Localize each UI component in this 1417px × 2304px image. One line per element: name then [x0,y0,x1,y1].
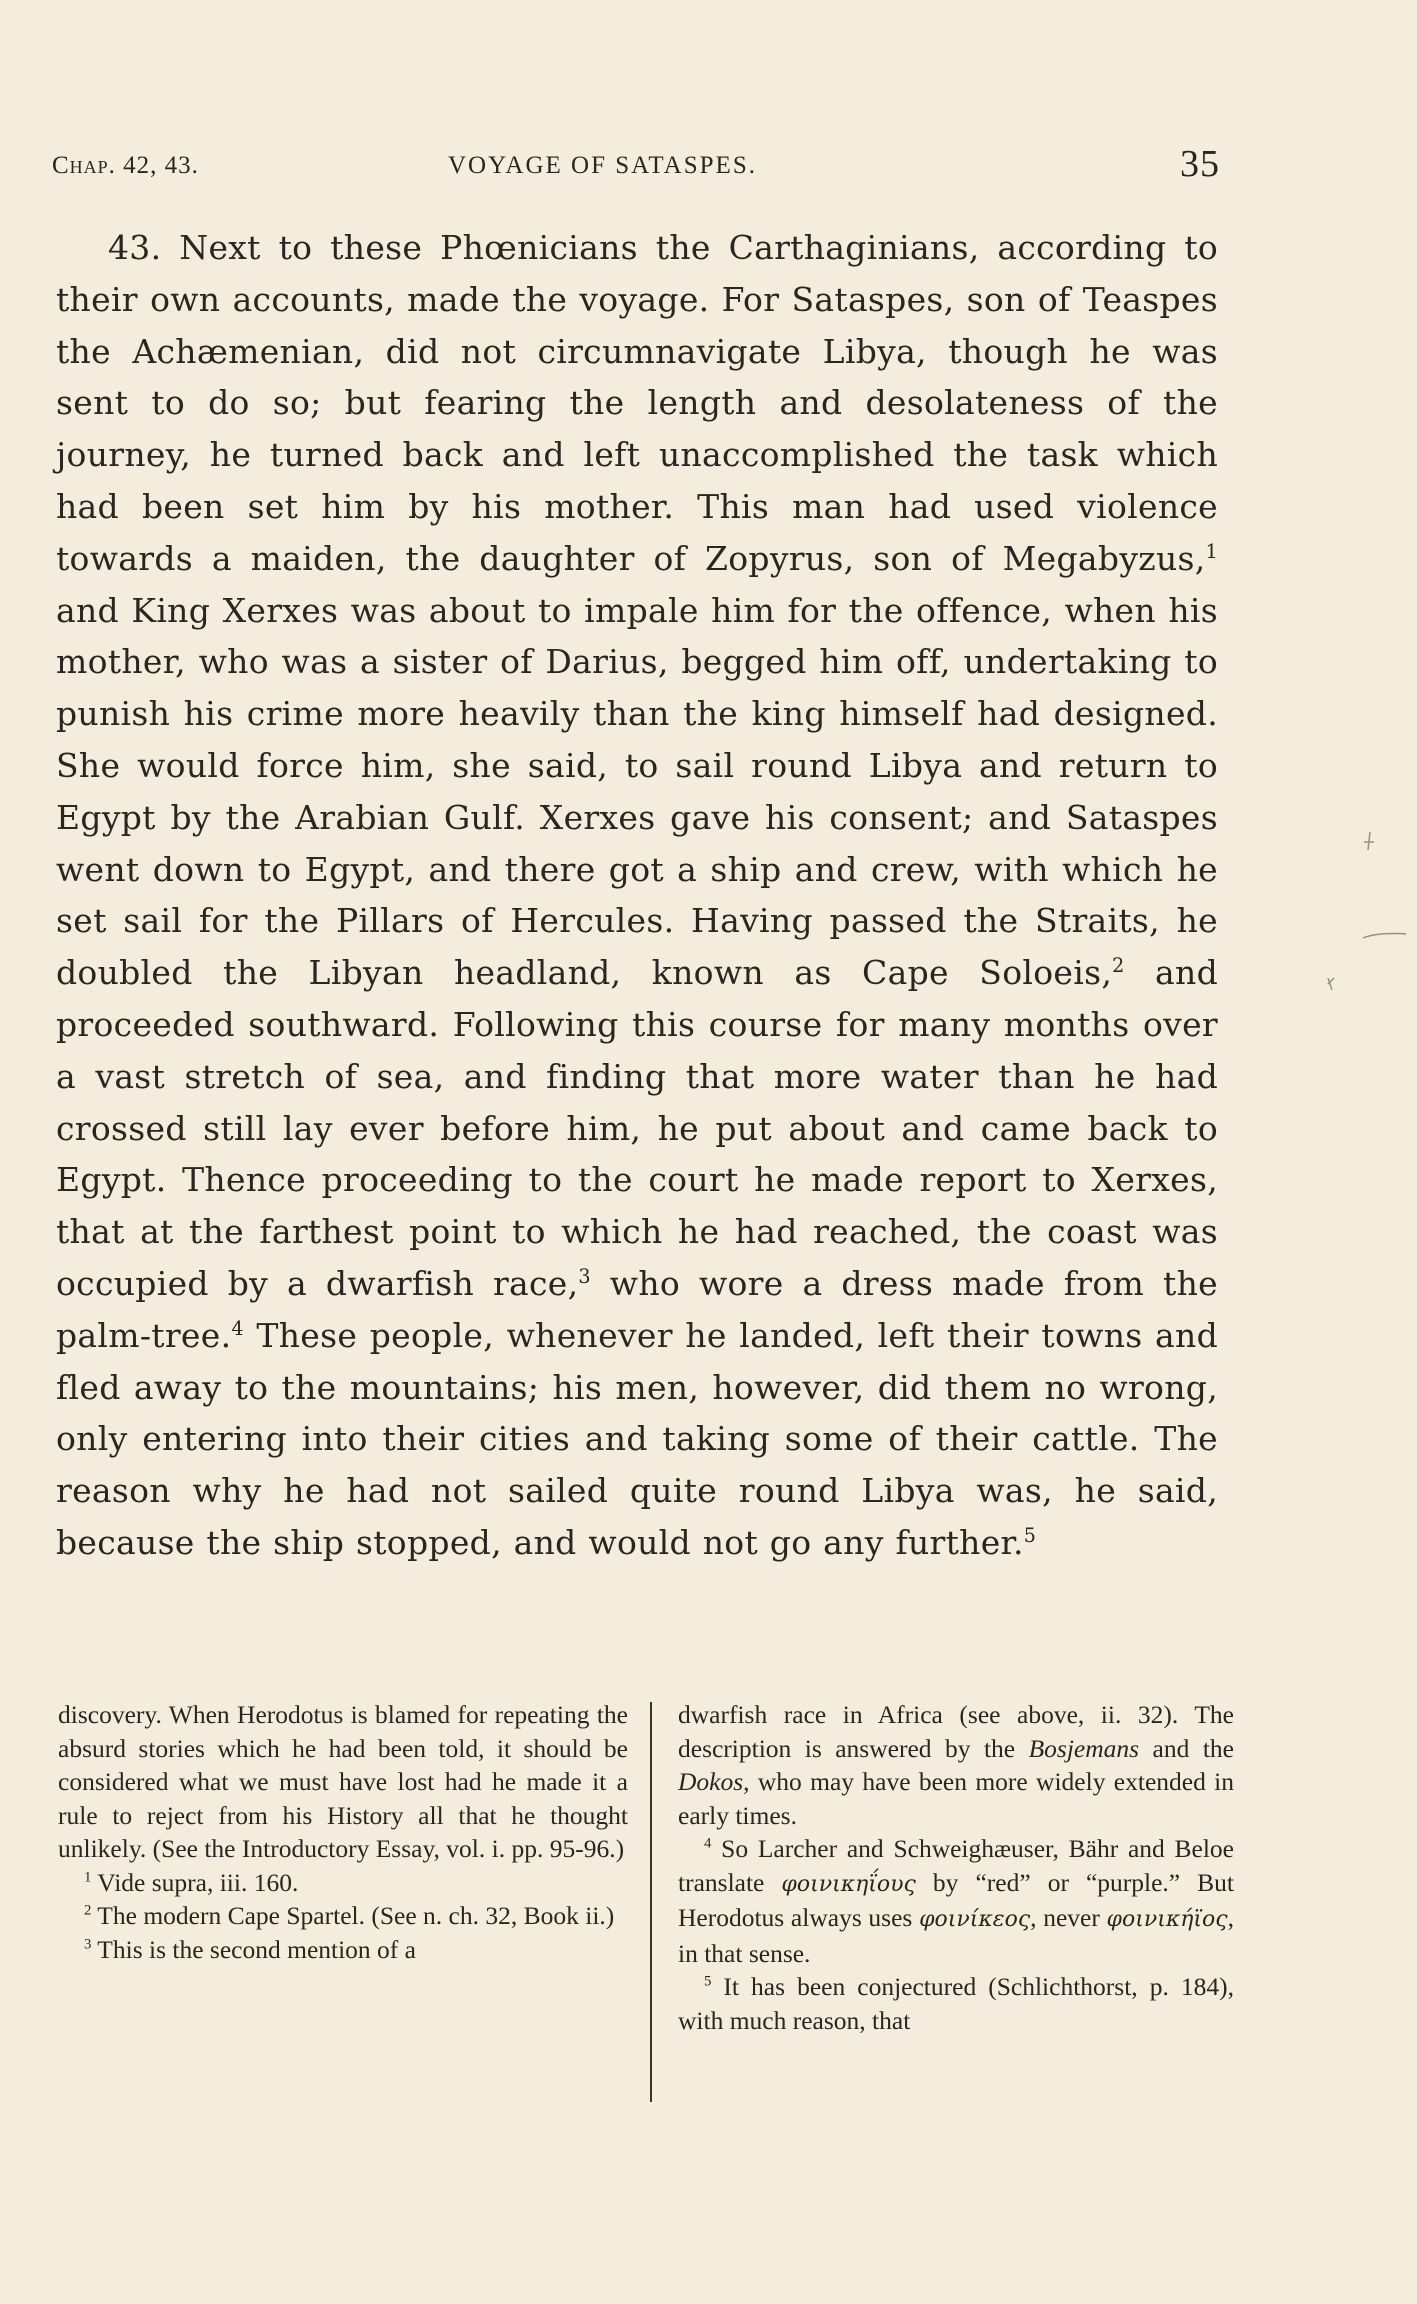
bosjemans-term: Bosjemans [1028,1733,1140,1763]
paragraph-text-2: and King Xerxes was about to impale him for the offence, when his mother, who was a sister of Darius, begged him off, undertaking to punish his crime more heavily than the king himself had designed. She would force him, she said, to sail round Libya and return to Egypt by the Arabian Gulf. Xerxes gave his consent; and Sataspes went down to Egypt, and there got a ship and crew, with which he set sail for the Pillars of Hercules. Having passed the Straits, he doubled the Libyan headland, known as Cape Soloeis, [56,590,1218,993]
footnotes-left-column [58,1698,628,1966]
footnote-2-text: The modern Cape Spartel. (See n. ch. 32, Book ii.) [91,1901,615,1930]
footnote-3-cont-text-a: dwarfish race in Africa (see above, ii. 32). The description is answered by the [678,1700,1234,1763]
footnote-1-number: 1 [84,1869,92,1885]
footnote-3-cont-text-b: , who may have been more widely extended in early times. [678,1767,1234,1830]
paragraph-text-3: and proceeded southward. Following this course for many months over a vast stretch of sea, and finding that more water than he had crossed still lay ever before him, he put about and came back to Egypt. Thence proceeding to the court he made report to Xerxes, that at the farthest point to which he had reached, the coast was occupied by a dwarfish race, [56,953,1218,1303]
margin-mark-2 [1363,934,1406,939]
margin-mark-3 [1328,978,1334,990]
margin-mark-1 [1364,832,1374,850]
dokos-term: Dokos [678,1767,744,1796]
footnote-1 [58,1866,628,1900]
footnote-2 [58,1899,628,1933]
footnote-column-divider [650,1702,652,2102]
paragraph-text-5: These people, whenever he landed, left their towns and fled away to the mountains; his men, however, did them no wrong, only entering into their cities and taking some of their cattle. The reason why he had not sailed quite round Libya was, he said, because the ship stopped, and would not go any further. [56,1315,1218,1562]
greek-word-1: φοινικηΐους [781,1871,916,1897]
main-text [56,222,1218,1569]
footnote-ref-4: 4 [231,1316,244,1340]
footnote-4-text-d: , in that sense. [678,1903,1234,1968]
footnotes-right-column [678,1698,1234,2037]
footnote-2-number: 2 [84,1902,92,1919]
footnote-5-text: It has been conjectured (Schlichthorst, p. 184), with much reason, that [678,1972,1234,2035]
page-number: 35 [1180,143,1220,185]
footnote-4 [678,1832,1234,1970]
greek-word-2: φοινίκεος [919,1907,1031,1932]
footnote-3-number: 3 [84,1936,92,1952]
paragraph-text-4: who wore a dress made from the palm-tree. [56,1263,1218,1355]
footnote-4-number: 4 [704,1835,712,1852]
footnote-ref-2: 2 [1112,954,1125,978]
paragraph-text-1: Next to these Phœnicians the Carthaginians, according to their own accounts, made the voyage. For Sataspes, son of Teaspes the Achæmenian, did not circumnavigate Libya, though he was sent to do so; but fearing the length and desolateness of the journey, he turned back and left unaccomplished the task which had been set him by his mother. This man had used violence towards a maiden, the daughter of Zopyrus, son of Megabyzus, [56,228,1218,578]
footnote-4-text-a: So Larcher and Schweighæuser, Bähr and Beloe translate [678,1834,1234,1897]
footnote-continuation: discovery. When Herodotus is blamed for repeating the absurd stories which he had been told, it should be considered what we must have lost had he made it a rule to reject from his History all that he thought unlikely. (See the Introductory Essay, vol. i. pp. 95-96.) [58,1700,628,1863]
margin-pencil-marks [1318,820,1408,1000]
footnote-ref-1: 1 [1205,539,1218,563]
footnotes [58,1698,1235,2098]
section-number: 43. [108,228,162,267]
footnote-ref-3: 3 [578,1264,591,1288]
footnote-ref-5: 5 [1023,1523,1037,1547]
footnote-5 [678,1970,1234,2037]
footnote-3-cont-and: and the [1139,1733,1234,1763]
footnote-1-text: Vide supra, iii. 160. [91,1867,299,1897]
footnote-5-number: 5 [704,1973,712,1990]
footnote-4-text-b: by “red” or “purple.” But Herodotus always uses [678,1867,1235,1932]
chapter-reference: Chap. 42, 43. [52,152,199,179]
footnote-3-continuation [678,1698,1234,1832]
footnote-3 [58,1933,628,1967]
running-head [52,143,1220,188]
page-title: VOYAGE OF SATASPES. [448,152,757,179]
greek-word-3: φοινικήϊος [1106,1907,1228,1932]
section-43-paragraph [56,222,1218,1569]
footnote-3-text: This is the second mention of a [91,1934,416,1964]
footnote-4-text-c: , never [1030,1903,1107,1932]
